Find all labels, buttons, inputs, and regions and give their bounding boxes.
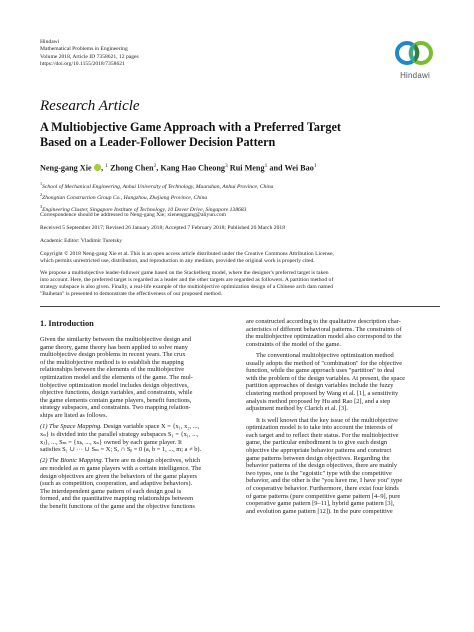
journal-name: Mathematical Problems in Engineering	[40, 46, 128, 53]
body-line: game, the particular embodiment is to give each design	[246, 439, 388, 447]
body-line: of game patterns (pure competitive game pattern [4–9], pure	[246, 492, 401, 500]
body-line: of the multiobjective method is to establish the mapping	[40, 358, 184, 366]
body-line: adjustment method by Clarich et al. [3].	[246, 405, 348, 413]
body-line: objective functions, design variables, and constraints, while	[40, 389, 193, 397]
author-affil-sup: 1	[105, 163, 109, 169]
body-line: Given the similarity between the multiobjective design and	[40, 336, 192, 343]
body-line: optimization model is to take into account the interests of	[246, 424, 393, 432]
body-line: the game elements contain game players, benefit functions,	[40, 396, 192, 404]
affiliation-item: $^3$Engineering Cluster, Singapore Institute of Technology, 10 Dover Drive, Singapore 138683	[40, 203, 247, 213]
body-line: the multiobjective optimization model also correspond to the	[246, 333, 402, 341]
body-line: multiobjective design problems in recent years. The crux	[40, 351, 186, 359]
copyright-line: which permits unrestricted use, distribution, and reproduction in any medium, provided the original work is properly cited.	[40, 258, 315, 264]
body-line: each target and to reflect their status. For the multiobjective	[246, 431, 399, 439]
author-list: Neng-gang Xie , $^1$ Zhong Chen$^2$, Kang Hao Cheong$^3$ Rui Meng$^1$ and Wei Bao$^1$	[40, 163, 317, 173]
body-line: clustering method proposed by Wang et al. [1], a sensitivity	[246, 390, 399, 398]
body-line: objective the appropriate behavior patterns and construct	[246, 446, 392, 454]
body-line: formed, and the quantitative mapping relationships between	[40, 495, 194, 503]
abstract-line: "Baihetan" is presented to demonstrate the effectiveness of our proposed method.	[40, 291, 223, 297]
body-line: relationships between the elements of the multiobjective	[40, 366, 185, 374]
body-line: the benefit functions of the game and the objective functions	[40, 502, 195, 510]
abstract-line: strategy subspace is also given. Finally, a real-life example of the multiobjective optimization design of a Chinese arch dam named	[40, 284, 334, 290]
author-affil-sup: 3	[224, 163, 228, 169]
body-line: behavior, and the other is the "you have me, I have you" type	[246, 477, 403, 485]
article-title	[40, 120, 440, 150]
body-line: (2) The Bionic Mapping. There are m design objectives, which	[40, 457, 201, 465]
body-line: game patterns between design objectives. Regarding the	[246, 454, 390, 462]
abstract	[40, 270, 440, 298]
body-line: design objectives are given the behaviors of the game players	[40, 472, 198, 480]
publisher-name: Hindawi	[40, 39, 60, 45]
body-line: (1) The Space Mapping. Design variable space X = {x₁, x₂, ...,	[40, 423, 200, 431]
body-line: game theory, game theory has been applied to solve many	[40, 343, 188, 351]
body-line: acteristics of different behavioral patterns. The constraints of	[246, 325, 402, 333]
author-affil-sup: 2	[153, 163, 157, 169]
body-line: tiobjective optimization model includes design objectives,	[40, 381, 189, 389]
author-name[interactable]: Neng-gang Xie	[40, 163, 92, 173]
abstract-line: into account. Here, the preferred target is regarded as a leader and the other targets are regarded as followers. A partition method of	[40, 277, 334, 283]
academic-editor: Academic Editor: Vladimír Turetsky	[40, 238, 123, 244]
paragraph-lead: (2) The Bionic Mapping.	[40, 457, 104, 465]
abstract-line: We propose a multiobjective leader-follower game based on the Stackelberg model, where the designer's preferred target is taken	[40, 270, 329, 276]
author-name[interactable]: Zhong Chen	[110, 163, 154, 173]
orcid-icon[interactable]	[94, 164, 101, 171]
body-line: are constructed according to the qualitative description char-	[246, 318, 401, 325]
affiliations	[40, 180, 273, 214]
author-name[interactable]: Kang Hao Cheong	[160, 163, 225, 173]
author-affil-sup: 1	[264, 163, 268, 169]
body-line: with the problem of the design variables. At present, the space	[246, 374, 406, 382]
correspondence: Correspondence should be addressed to Neng-gang Xie; xienenggang@aliyun.com	[40, 212, 226, 218]
body-line: It is well known that the key issue of the multiobjective	[256, 416, 398, 424]
body-line: The interdependent game pattern of each design goal is	[40, 487, 182, 495]
body-line: xⱼ}, ..., Sₘ = {xₖ, ..., xₙ} owned by each game player. It	[40, 438, 182, 446]
body-line: (such as competition, cooperation, and adaptive behaviors).	[40, 480, 193, 488]
section-heading: 1. Introduction	[40, 319, 94, 328]
body-line: analysis method proposed by Hu and Rao [2], and a step	[246, 397, 391, 405]
body-left-column	[40, 336, 236, 511]
copyright-line: Copyright © 2018 Neng-gang Xie et al. This is an open access article distributed under the Creative Commons Attribution License,	[40, 251, 334, 257]
title-line-2: Based on a Leader-Follower Decision Pattern	[40, 135, 276, 149]
body-line: xₙ} is divided into the parallel strategy subspaces S₁ = {x₁, ...,	[40, 430, 199, 438]
doi-link[interactable]: https://doi.org/10.1155/2018/7358621	[40, 61, 125, 68]
body-line: cooperative game pattern [9–11], hybrid game pattern [3],	[246, 500, 395, 508]
body-line: are modeled as m game players with a certain intelligence. The	[40, 464, 202, 472]
body-right-column	[246, 318, 442, 515]
author-affil-sup: 1	[313, 163, 317, 169]
body-line: constraints of the model of the game.	[246, 340, 341, 348]
author-name[interactable]: and Wei Bao	[269, 163, 314, 173]
paragraph-lead: (1) The Space Mapping.	[40, 423, 102, 431]
copyright-notice	[40, 251, 440, 265]
body-line: satisfies S₁ ∪ ··· ∪ Sₘ = X; Sₐ ∩ Sᵦ = 0 (a, b = 1, ..., m; a ≠ b).	[40, 446, 202, 454]
body-line: strategy subspaces, and constraints. Two mapping relation-	[40, 404, 191, 412]
body-line: of cooperative behavior. Furthermore, there exist four kinds	[246, 484, 399, 492]
body-line: and evolution game pattern [12]). In the pure competitive	[246, 507, 393, 515]
section-divider	[40, 306, 440, 307]
volume-line: Volume 2018, Article ID 7358621, 12 pages	[40, 53, 139, 60]
body-line: two types, one is the "egoistic" type with the competitive	[246, 469, 392, 477]
article-type: Research Article	[40, 98, 140, 114]
body-line: partition approaches of design variables include the fuzzy	[246, 382, 394, 390]
author-name[interactable]: Rui Meng	[229, 163, 265, 173]
affiliation-item: $^1$School of Mechanical Engineering, Anhui University of Technology, Maanshan, Anhui Province, China	[40, 181, 274, 190]
journal-meta	[40, 39, 139, 69]
affiliation-item: $^2$Zhongtian Construction Group Co., Hangzhou, Zhejiang Province, China	[40, 192, 208, 202]
title-line-1: A Multiobjective Game Approach with a Preferred Target	[40, 120, 341, 134]
publication-dates: Received 5 September 2017; Revised 26 January 2018; Accepted 7 February 2018; Published 20 March 2018	[40, 225, 285, 231]
body-line: behavior patterns of the design objectives, there are mainly	[246, 462, 398, 470]
hindawi-logo-text: Hindawi	[400, 71, 430, 80]
body-line: The conventional multiobjective optimization method	[256, 352, 394, 360]
body-line: ships are listed as follows.	[40, 412, 108, 420]
body-line: usually adopts the method of "combination" for the objective	[246, 359, 403, 367]
body-line: function, while the game approach uses "partition" to deal	[246, 367, 395, 375]
body-line: optimization model and the elements of the game. The mul-	[40, 374, 193, 382]
